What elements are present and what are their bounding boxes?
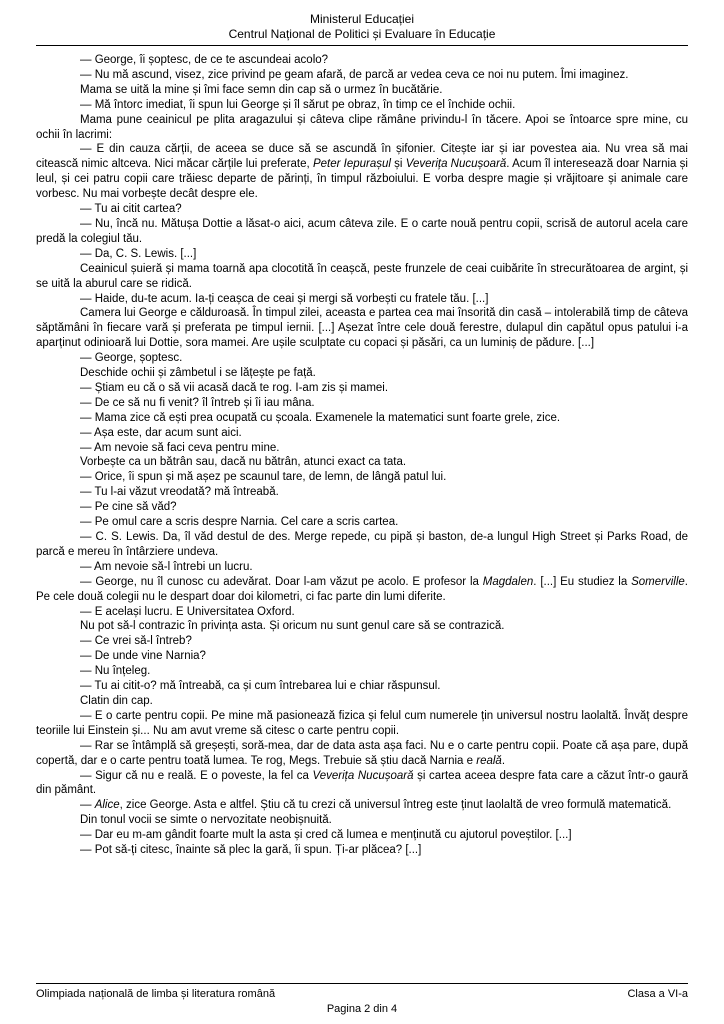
paragraph: Mama se uită la mine și îmi face semn din cap să o urmez în bucătărie. — [80, 83, 443, 96]
paragraph: — Ce vrei să-l întreb? — [80, 635, 192, 648]
paragraph: Nu pot să-l contrazic în privința asta. Și oricum nu sunt genul care să se contrazică. — [80, 620, 505, 633]
paragraph: — Am nevoie să-l întrebi un lucru. — [80, 560, 253, 573]
paragraph: — Nu înțeleg. — [80, 665, 151, 678]
paragraph: — Tu l-ai văzut vreodată? mă întreabă. — [80, 486, 279, 499]
paragraph: — Nu mă ascund, visez, zice privind pe geam afară, de parcă ar vedea ceva ce noi nu putem. Îmi imaginez. — [80, 68, 629, 81]
paragraph: — George, îi șoptesc, de ce te ascundeai acolo? — [80, 54, 329, 66]
paragraph: — Sigur că nu e reală. E o poveste, la fel ca Veverița Nucușoară și cartea aceea despre fata care a căzut într-o gaură din pământ. — [36, 769, 688, 797]
paragraph: — E o carte pentru copii. Pe mine mă pasionează fizica și felul cum numerele țin universul nostru laolaltă. Învăț despre teoriile lui Einstein și... Nu am avut vreme să citesc o carte pentru copii. — [36, 709, 688, 737]
paragraph: Mama pune ceainicul pe plita aragazului și câteva clipe rămâne privindu-l în tăcere. Apoi se întoarce spre mine, cu ochii în lacrimi: — [36, 113, 688, 141]
paragraph: — C. S. Lewis. Da, îl văd destul de des. Merge repede, cu pipă și baston, de-a lungul High Street și Parks Road, de parcă e mereu în întârziere undeva. — [36, 531, 688, 558]
paragraph: — E din cauza cărții, de aceea se duce să se ascundă în șifonier. Citește iar și iar povestea aia. Nu vrea să mai citească nimic altceva. Nici măcar cărțile lui preferate, Peter Iepurașul și Veverița Nucușoară. Acum îl interesează doar Narnia și leul, și cei patru copii care trăiesc departe de părinți, în timpul războiului. E vorba despre magie și vrăjitoare și animale care vorbesc. Nu mai vorbește decât despre ele. — [36, 143, 688, 201]
paragraph: — Dar eu m-am gândit foarte mult la asta și cred că lumea e menținută cu ajutorul poveștilor. [...] — [80, 829, 572, 842]
paragraph: — Știam eu că o să vii acasă dacă te rog. I-am zis și mamei. — [80, 381, 389, 394]
footer-olympiad-label: Olimpiada națională de limba și literatura română — [36, 988, 276, 1000]
paragraph: — Alice, zice George. Asta e altfel. Știu că tu crezi că universul întreg este ținut laolaltă de vreo formulă matematică. — [80, 799, 672, 812]
footer-divider — [36, 983, 688, 984]
paragraph: Deschide ochii și zâmbetul i se lățește pe față. — [80, 367, 316, 380]
document-body — [36, 46, 688, 979]
paragraph: — Haide, du-te acum. Ia-ți ceașca de ceai și mergi să vorbești cu fratele tău. [...] — [80, 292, 489, 305]
paragraph: — Rar se întâmplă să greșești, soră-mea, dar de data asta așa faci. Nu e o carte pentru copii. Poate că așa pare, după copertă, dar e o carte pentru toată lumea. Te rog, Megs. Trebuie să știu dacă Narnia e reală. — [36, 739, 688, 767]
paragraph: — Mă întorc imediat, îi spun lui George și îl sărut pe obraz, în timp ce el închide ochii. — [80, 98, 516, 111]
header-center-line: Centrul Național de Politici și Evaluare în Educație — [228, 26, 496, 41]
paragraph: — Orice, îi spun și mă așez pe scaunul tare, de lemn, de lângă patul lui. — [80, 471, 447, 484]
paragraph: Clatin din cap. — [80, 694, 153, 707]
paragraph: Vorbește ca un bătrân sau, dacă nu bătrân, atunci exact ca tata. — [80, 456, 407, 469]
paragraph: — Pot să-ți citesc, înainte să plec la gară, îi spun. Ți-ar plăcea? [...] — [80, 844, 422, 857]
paragraph: — Tu ai citit cartea? — [80, 203, 182, 216]
paragraph: Camera lui George e călduroasă. În timpul zilei, aceasta e partea cea mai însorită din casă – intolerabilă timp de câteva săptămâni în fiecare vară și preferata pe timpul iernii. [...] Așezat între cele două ferestre, dulapul din capătul opus patului i-a aparținut odinioară lui Dottie, sora mamei. Are ușile sculptate cu copaci și păsări, ca un luminiș de pădure. [...] — [36, 307, 688, 350]
paragraph: — Mama zice că ești prea ocupată cu școala. Examenele la matematici sunt foarte grele, zice. — [80, 411, 561, 424]
paragraph: — Am nevoie să faci ceva pentru mine. — [80, 441, 280, 454]
paragraph: — George, nu îl cunosc cu adevărat. Doar l-am văzut pe acolo. E profesor la Magdalen. [...] Eu studiez la Somerville. Pe cele două colegii nu le despart doar doi kilometri, ci fac parte din lumi diferite. — [36, 575, 688, 603]
paragraph: Din tonul vocii se simte o nervozitate neobișnuită. — [80, 814, 332, 827]
paragraph: — Așa este, dar acum sunt aici. — [80, 426, 242, 439]
page-footer — [36, 979, 688, 1016]
footer-grade-label: Clasa a VI-a — [627, 988, 688, 1000]
paragraph: — De unde vine Narnia? — [80, 650, 206, 663]
page-header — [36, 12, 688, 46]
paragraph: — E același lucru. E Universitatea Oxford. — [80, 605, 295, 618]
paragraph: — Pe omul care a scris despre Narnia. Cel care a scris cartea. — [80, 516, 399, 529]
footer-row — [36, 987, 688, 1001]
paragraph: — Pe cine să văd? — [80, 501, 177, 514]
paragraph: — Da, C. S. Lewis. [...] — [80, 247, 197, 260]
paragraph: — Tu ai citit-o? mă întreabă, ca și cum întrebarea lui e chiar răspunsul. — [80, 680, 441, 693]
paragraph: Ceainicul șuieră și mama toarnă apa clocotită în ceașcă, peste frunzele de ceai cuibărite în strecurătoarea de argint, și se uită la aburul care se ridică. — [36, 262, 688, 290]
header-ministry-line: Ministerul Educației — [309, 12, 415, 26]
paragraph: — Nu, încă nu. Mătușa Dottie a lăsat-o aici, acum câteva zile. E o carte nouă pentru copii, scrisă de autorul acela care predă la colegiul tău. — [36, 217, 688, 245]
paragraph: — George, șoptesc. — [80, 352, 183, 365]
paragraph: — De ce să nu fi venit? îl întreb și îi iau mâna. — [80, 396, 315, 409]
footer-page-number: Pagina 2 din 4 — [326, 1003, 398, 1015]
